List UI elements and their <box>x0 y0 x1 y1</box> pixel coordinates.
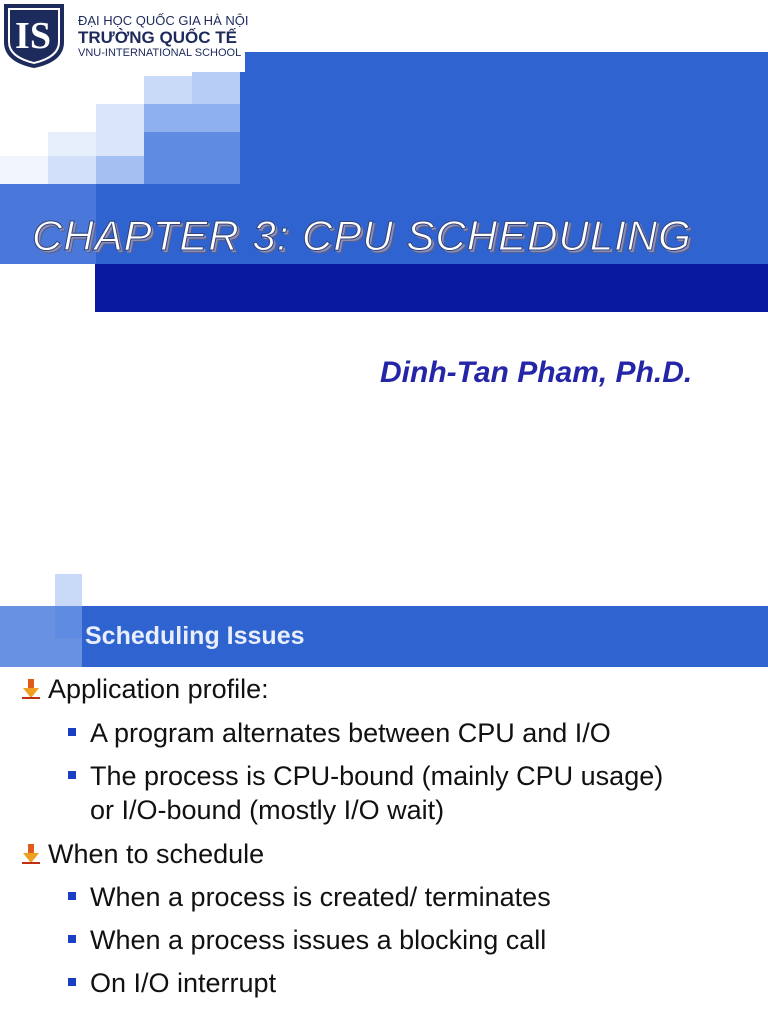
decor-square <box>55 606 82 638</box>
sub-bullet-text: When a process is created/ terminates <box>90 882 551 912</box>
decor-square <box>48 156 96 184</box>
shield-emblem-icon <box>2 2 66 70</box>
navy-bar <box>95 264 768 312</box>
decor-square <box>55 574 82 606</box>
logo-university-name: ĐẠI HỌC QUỐC GIA HÀ NỘI <box>78 13 249 28</box>
decor-square <box>0 156 48 184</box>
decor-square <box>96 104 144 156</box>
content-slide <box>0 566 768 1024</box>
school-logo <box>0 0 249 72</box>
emblem-text: IS <box>15 15 51 57</box>
down-arrow-bullet-icon <box>20 676 42 698</box>
square-bullet-icon <box>68 935 76 943</box>
square-bullet-icon <box>68 978 76 986</box>
bullet-item <box>20 839 264 870</box>
down-arrow-bullet-icon <box>20 841 42 863</box>
bullet-text: When to schedule <box>48 839 265 869</box>
bullet-text: Application profile: <box>48 674 269 704</box>
square-bullet-icon <box>68 728 76 736</box>
logo-school-english: VNU-INTERNATIONAL SCHOOL <box>78 47 242 59</box>
sub-bullet-text: A program alternates between CPU and I/O <box>90 718 611 748</box>
slide-heading: Scheduling Issues <box>85 622 305 650</box>
decor-square <box>144 132 240 184</box>
logo-school-name: TRƯỜNG QUỐC TẾ <box>78 28 237 47</box>
sub-bullet-text: On I/O interrupt <box>90 968 277 998</box>
decor-square <box>144 104 240 132</box>
sub-bullet-text-continued: or I/O-bound (mostly I/O wait) <box>90 795 445 825</box>
square-bullet-icon <box>68 771 76 779</box>
slide-title: CHAPTER 3: CPU SCHEDULING <box>32 212 692 259</box>
bullet-item <box>20 674 269 705</box>
author-name: Dinh-Tan Pham, Ph.D. <box>380 356 693 389</box>
square-bullet-icon <box>68 892 76 900</box>
sub-bullet-text: When a process issues a blocking call <box>90 925 547 955</box>
decor-square <box>96 156 144 184</box>
sub-bullet-text: The process is CPU-bound (mainly CPU usage) <box>90 761 664 791</box>
